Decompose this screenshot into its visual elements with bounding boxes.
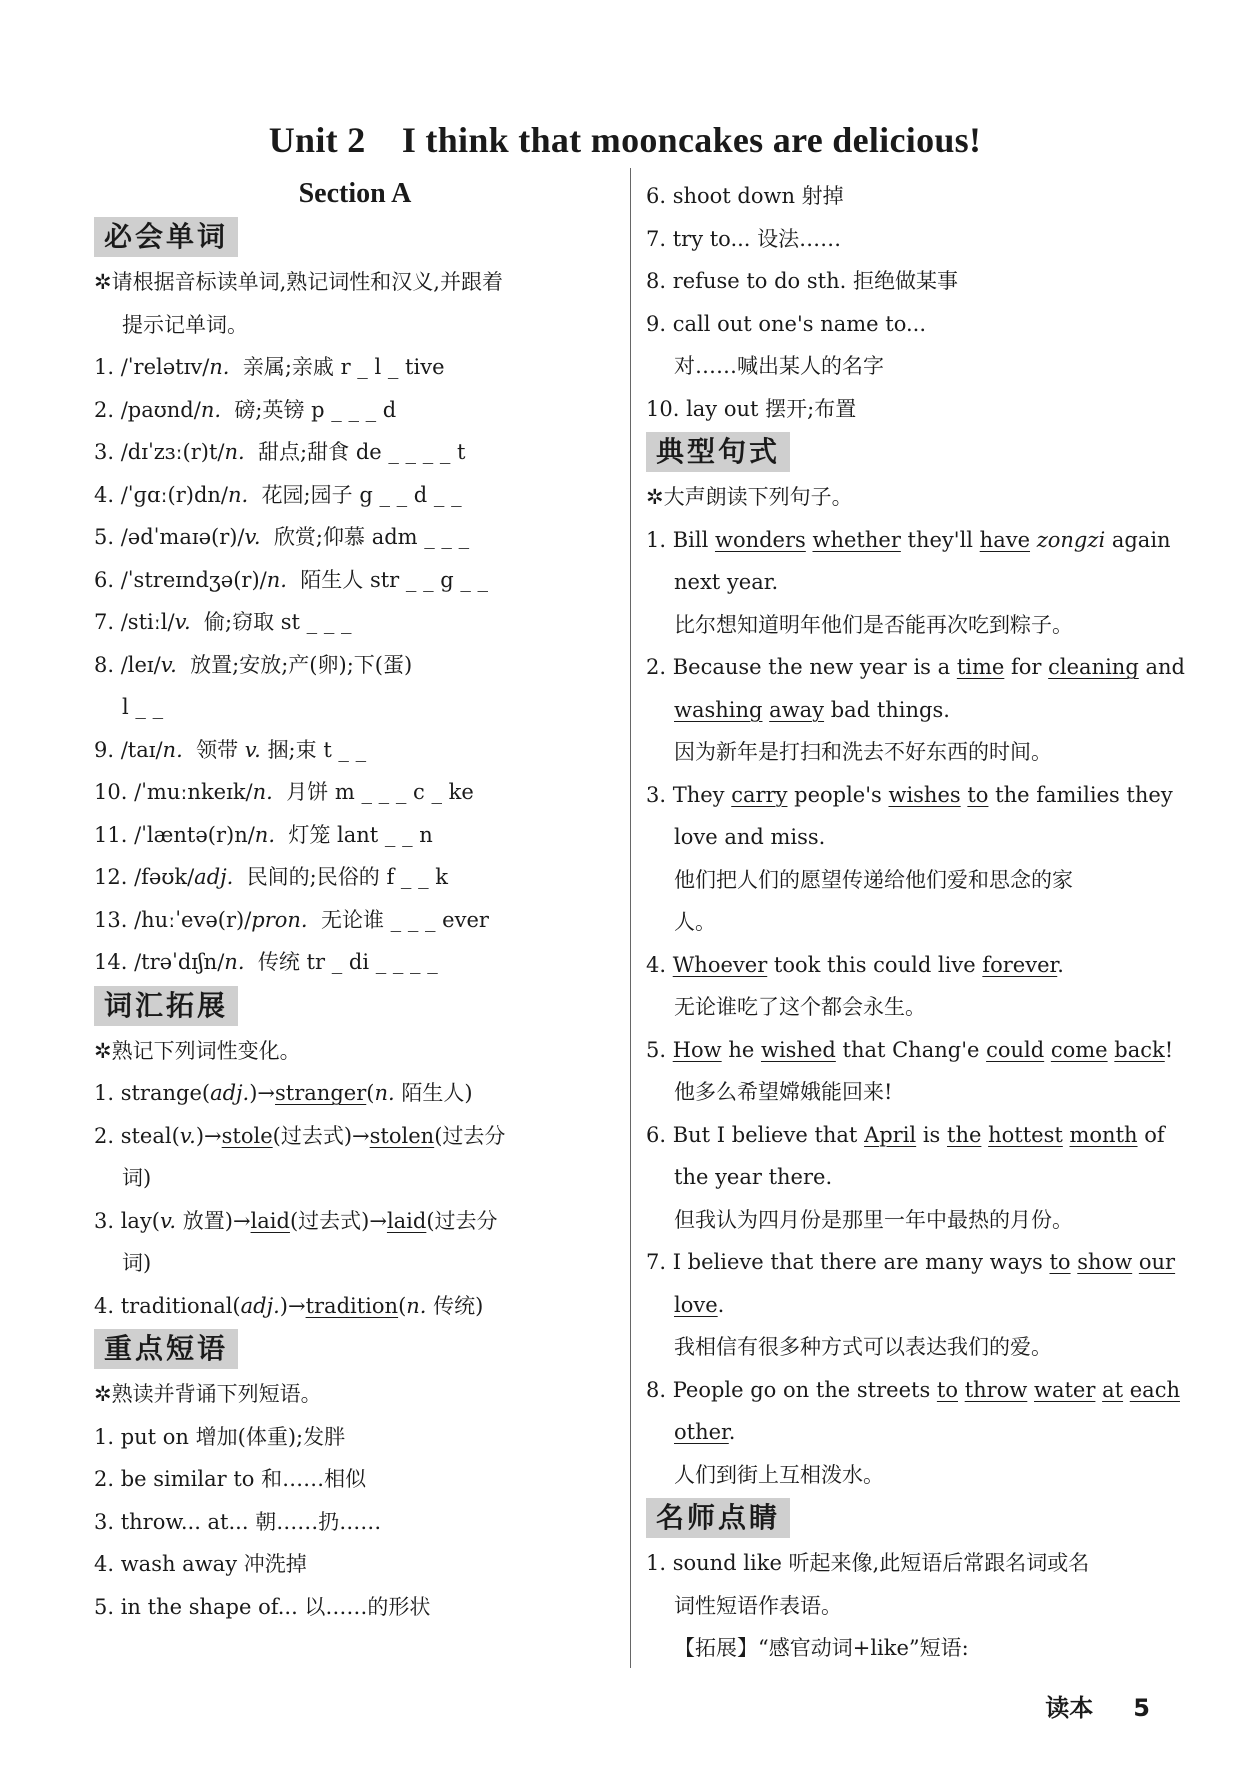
sentence-5: 5. How he wished that Chang'e could come back! (646, 1037, 1174, 1062)
phrase-item: 4. wash away 冲洗掉 (94, 1552, 307, 1576)
sentence-7: 7. I believe that there are many ways to show our (646, 1250, 1176, 1274)
vocab-item: 8. /leɪ/v. 放置;安放;产(卵);下(蛋) (94, 652, 413, 677)
sentence-3-cn-cont: 人。 (674, 910, 716, 934)
vocab-item: 6. /ˈstreɪndʒə(r)/n. 陌生人 str _ _ g _ _ (94, 567, 489, 592)
page-footer (1045, 1688, 1150, 1723)
sentence-7-cont: love. (674, 1292, 725, 1317)
sentence-4-cn: 无论谁吃了这个都会永生。 (674, 995, 926, 1019)
book-label: 读本 (1045, 1694, 1094, 1722)
vocab-item: 1. /ˈrelətɪv/n. 亲属;亲戚 r _ l _ tive (94, 355, 445, 379)
section-heading: Section A (298, 178, 412, 209)
vocab-item: 11. /ˈlæntə(r)n/n. 灯笼 lant _ _ n (94, 822, 433, 847)
column-divider (630, 168, 631, 1668)
expand-item: 4. traditional(adj.)→tradition(n. 传统) (94, 1293, 484, 1318)
sentences-instruction: ✲大声朗读下列句子。 (646, 485, 853, 509)
phrase-item: 8. refuse to do sth. 拒绝做某事 (646, 269, 958, 293)
expand-item-cont: 词) (122, 1166, 152, 1190)
sentence-5-cn: 他多么希望嫦娥能回来! (674, 1080, 893, 1104)
vocab-item: 14. /trəˈdɪʃn/n. 传统 tr _ di _ _ _ _ (94, 950, 438, 974)
phrases-badge: 重点短语 (94, 1329, 238, 1369)
expand-item: 3. lay(v. 放置)→laid(过去式)→laid(过去分 (94, 1208, 498, 1233)
sentence-3-cn: 他们把人们的愿望传递给他们爱和思念的家 (674, 867, 1073, 892)
phrase-item: 2. be similar to 和……相似 (94, 1467, 367, 1491)
sentence-8: 8. People go on the streets to throw water at each (646, 1377, 1180, 1402)
phrase-item-cont: 对……喊出某人的名字 (674, 354, 884, 378)
phrase-item: 7. try to... 设法…… (646, 226, 842, 251)
phrase-item: 1. put on 增加(体重);发胖 (94, 1424, 346, 1449)
expand-item: 2. steal(v.)→stole(过去式)→stolen(过去分 (94, 1123, 506, 1148)
sentence-1-cn: 比尔想知道明年他们是否能再次吃到粽子。 (674, 612, 1073, 637)
sentence-1-cont: next year. (674, 570, 779, 594)
tip-item: 1. sound like 听起来像,此短语后常跟名词或名 (646, 1551, 1090, 1575)
vocab-item: 12. /fəʊk/adj. 民间的;民俗的 f _ _ k (94, 865, 448, 889)
phrase-item: 9. call out one's name to... (646, 311, 927, 336)
vocab-instruction-cont: 提示记单词。 (122, 312, 248, 337)
vocab-instruction: ✲请根据音标读单词,熟记词性和汉义,并跟着 (94, 270, 503, 294)
tip-extension: 【拓展】“感官动词+like”短语: (674, 1636, 969, 1660)
tip-item-cont: 词性短语作表语。 (674, 1593, 842, 1618)
sentence-1: 1. Bill wonders whether they'll have zongzi again (646, 527, 1171, 552)
expand-badge: 词汇拓展 (94, 986, 238, 1026)
page-number: 5 (1133, 1694, 1150, 1722)
phrase-item: 3. throw... at... 朝……扔…… (94, 1509, 382, 1534)
sentence-6: 6. But I believe that April is the hottest month of (646, 1122, 1165, 1147)
right-column (646, 175, 1185, 1670)
vocab-item: 5. /ədˈmaɪə(r)/v. 欣赏;仰慕 adm _ _ _ (94, 525, 470, 549)
sentence-8-cont: other. (674, 1420, 736, 1444)
sentence-2-cont: washing away bad things. (674, 697, 950, 722)
page-title: Unit 2 I think that mooncakes are delicious! (268, 120, 982, 160)
sentence-4: 4. Whoever took this could live forever. (646, 952, 1064, 977)
expand-item-cont: 词) (122, 1251, 152, 1275)
sentence-8-cn: 人们到街上互相泼水。 (674, 1462, 884, 1487)
expand-instruction: ✲熟记下列词性变化。 (94, 1038, 301, 1063)
sentence-6-cn: 但我认为四月份是那里一年中最热的月份。 (674, 1207, 1073, 1232)
expand-item: 1. strange(adj.)→stranger(n. 陌生人) (94, 1081, 473, 1105)
vocab-item: 7. /stiːl/v. 偷;窃取 st _ _ _ (94, 610, 352, 634)
vocab-item: 13. /huːˈevə(r)/pron. 无论谁 _ _ _ ever (94, 907, 489, 932)
sentence-6-cont: the year there. (674, 1165, 833, 1189)
sentence-3-cont: love and miss. (674, 825, 826, 849)
tips-badge: 名师点睛 (646, 1498, 790, 1538)
vocab-item: 2. /paʊnd/n. 磅;英镑 p _ _ _ d (94, 397, 397, 422)
sentences-badge: 典型句式 (646, 432, 790, 472)
vocab-item: 3. /dɪˈzɜː(r)t/n. 甜点;甜食 de _ _ _ _ t (94, 440, 466, 464)
vocab-item: 4. /ˈɡɑː(r)dn/n. 花园;园子 g _ _ d _ _ (94, 482, 462, 507)
vocab-item: 10. /ˈmuːnkeɪk/n. 月饼 m _ _ _ c _ ke (94, 780, 474, 804)
phrases-instruction: ✲熟读并背诵下列短语。 (94, 1382, 322, 1406)
phrase-item: 5. in the shape of... 以……的形状 (94, 1594, 431, 1619)
phrase-item: 10. lay out 摆开;布置 (646, 396, 857, 421)
sentence-3: 3. They carry people's wishes to the families they (646, 782, 1173, 807)
phrase-item: 6. shoot down 射掉 (646, 184, 844, 208)
vocab-item: 9. /taɪ/n. 领带 v. 捆;束 t _ _ (94, 737, 367, 762)
sentence-2: 2. Because the new year is a time for cleaning and (646, 655, 1185, 679)
vocab-item-hint: l _ _ (122, 695, 164, 719)
sentence-2-cn: 因为新年是打扫和洗去不好东西的时间。 (674, 740, 1052, 764)
sentence-7-cn: 我相信有很多种方式可以表达我们的爱。 (674, 1335, 1052, 1359)
vocab-badge: 必会单词 (94, 217, 238, 257)
left-column (94, 175, 616, 1628)
